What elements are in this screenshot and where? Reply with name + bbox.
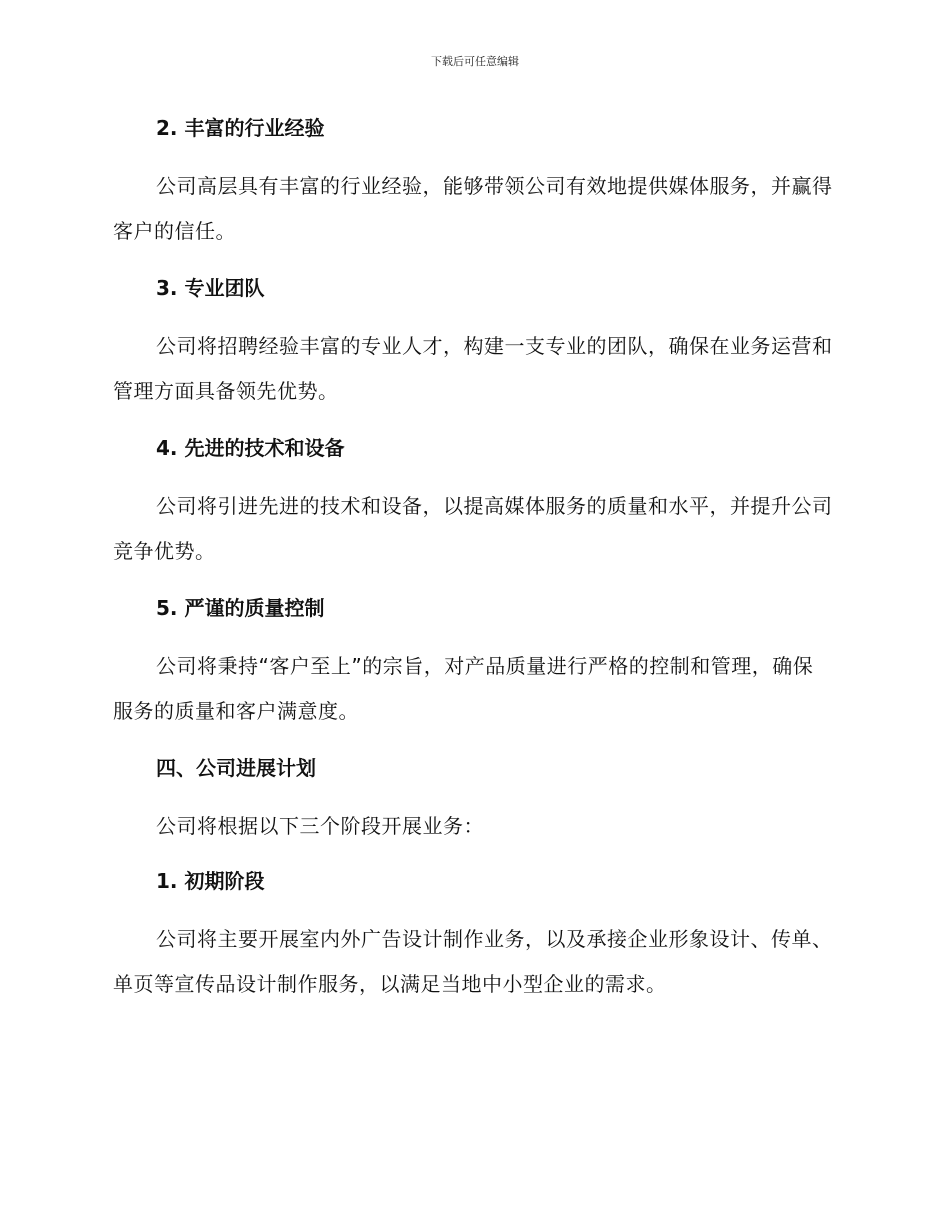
paragraph-technology: 公司将引进先进的技术和设备，以提高媒体服务的质量和水平，并提升公司竞争优势。 (113, 494, 833, 563)
section-heading-experience: 2. 丰富的行业经验 (156, 116, 325, 140)
section-heading-team: 3. 专业团队 (156, 276, 265, 300)
paragraph-quality: 公司将秉持“客户至上”的宗旨，对产品质量进行严格的控制和管理，确保服务的质量和客户满意度。 (113, 654, 814, 723)
paragraph-plan-intro: 公司将根据以下三个阶段开展业务： (156, 814, 484, 838)
section-heading-plan: 四、公司进展计划 (156, 756, 316, 780)
paragraph-initial-stage: 公司将主要开展室内外广告设计制作业务，以及承接企业形象设计、传单、单页等宣传品设计制作服务，以满足当地中小型企业的需求。 (113, 927, 833, 996)
document-body (113, 112, 833, 1025)
section-heading-quality: 5. 严谨的质量控制 (156, 596, 325, 620)
paragraph-experience: 公司高层具有丰富的行业经验，能够带领公司有效地提供媒体服务，并赢得客户的信任。 (113, 174, 833, 243)
paragraph-team: 公司将招聘经验丰富的专业人才，构建一支专业的团队，确保在业务运营和管理方面具备领先优势。 (113, 334, 833, 403)
section-heading-technology: 4. 先进的技术和设备 (156, 436, 345, 460)
page-header: 下载后可任意编辑 (431, 55, 519, 68)
section-heading-initial-stage: 1. 初期阶段 (156, 869, 265, 893)
